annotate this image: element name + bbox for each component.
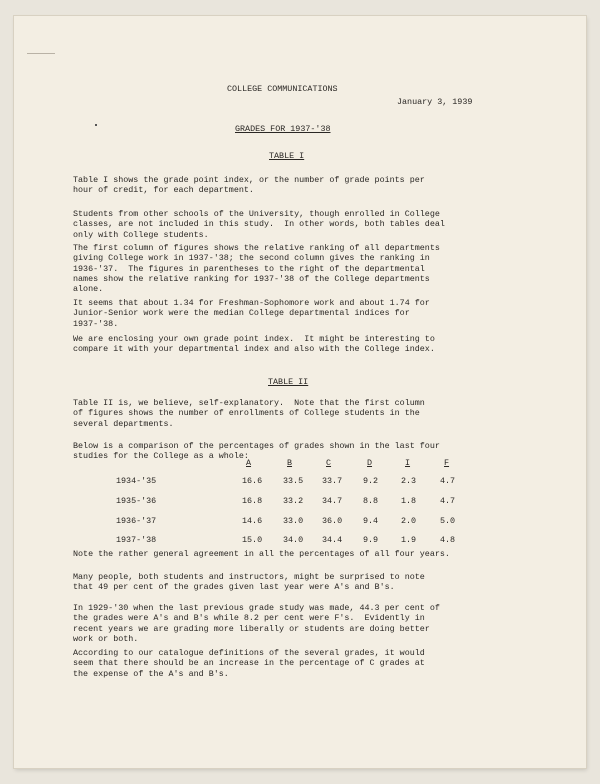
org-heading: COLLEGE COMMUNICATIONS bbox=[227, 84, 338, 94]
table-cell: 5.0 bbox=[440, 516, 456, 526]
paragraph bbox=[73, 175, 513, 196]
paragraph-line: alone. bbox=[73, 284, 104, 295]
paragraph-line: 1937-'38. bbox=[73, 318, 119, 329]
table-cell: 34.0 bbox=[283, 535, 304, 545]
paragraph-line: classes, are not included in this study. In other words, both tables deal bbox=[73, 219, 445, 230]
table-i-heading: TABLE I bbox=[269, 151, 305, 161]
paragraph bbox=[73, 398, 513, 429]
paragraph-line: several departments. bbox=[73, 418, 174, 429]
paragraph-line: only with College students. bbox=[73, 229, 209, 240]
table-cell: 33.2 bbox=[283, 496, 304, 506]
table-cell: 2.0 bbox=[401, 516, 417, 526]
paragraph bbox=[73, 603, 513, 644]
paragraph bbox=[73, 549, 513, 559]
paragraph bbox=[73, 209, 513, 240]
table-cell: 33.5 bbox=[283, 476, 304, 486]
table-cell: 34.7 bbox=[322, 496, 343, 506]
paragraph-line: In 1929-'30 when the last previous grade study was made, 44.3 per cent of bbox=[73, 603, 440, 613]
column-header: A bbox=[246, 458, 252, 468]
paragraph-line: names show the relative ranking for 1937-'38 of the College departments bbox=[73, 273, 430, 284]
paragraph-line: Note the rather general agreement in all the percentages of all four years. bbox=[73, 549, 450, 559]
column-header: F bbox=[444, 458, 450, 468]
letter-date: January 3, 1939 bbox=[397, 97, 473, 107]
table-cell: 33.7 bbox=[322, 476, 343, 486]
paragraph-line: studies for the College as a whole: bbox=[73, 451, 249, 462]
pencil-mark bbox=[27, 53, 55, 54]
row-year: 1936-'37 bbox=[116, 516, 157, 526]
paragraph-line: Below is a comparison of the percentages of grades shown in the last four bbox=[73, 441, 440, 451]
ink-dot bbox=[95, 124, 97, 126]
paragraph-line: Students from other schools of the University, though enrolled in College bbox=[73, 209, 440, 219]
table-cell: 4.7 bbox=[440, 476, 456, 486]
table-cell: 9.9 bbox=[363, 535, 379, 545]
paragraph-line: Many people, both students and instructors, might be surprised to note bbox=[73, 572, 425, 582]
table-cell: 16.6 bbox=[242, 476, 263, 486]
paragraph-line: The first column of figures shows the relative ranking of all departments bbox=[73, 243, 440, 253]
paragraph-line: compare it with your departmental index and also with the College index. bbox=[73, 344, 435, 355]
paragraph bbox=[73, 334, 513, 355]
paragraph bbox=[73, 298, 513, 329]
paragraph-line: that 49 per cent of the grades given last year were A's and B's. bbox=[73, 582, 395, 593]
paragraph-line: Table I shows the grade point index, or the number of grade points per bbox=[73, 175, 425, 185]
paragraph-line: seem that there should be an increase in the percentage of C grades at bbox=[73, 658, 425, 669]
table-cell: 33.0 bbox=[283, 516, 304, 526]
column-header: I bbox=[405, 458, 411, 468]
paragraph-line: giving College work in 1937-'38; the second column gives the ranking in bbox=[73, 253, 430, 264]
paragraph-line: recent years we are grading more liberally or students are doing better bbox=[73, 623, 430, 634]
paragraph-line: Table II is, we believe, self-explanatory. Note that the first column bbox=[73, 398, 425, 408]
column-header: B bbox=[287, 458, 293, 468]
table-cell: 34.4 bbox=[322, 535, 343, 545]
paragraph-line: According to our catalogue definitions of the several grades, it would bbox=[73, 648, 425, 658]
paragraph-line: hour of credit, for each department. bbox=[73, 185, 254, 196]
paragraph-line: work or both. bbox=[73, 633, 139, 644]
column-header: C bbox=[326, 458, 332, 468]
table-cell: 16.8 bbox=[242, 496, 263, 506]
paragraph-line: Junior-Senior work were the median College departmental indices for bbox=[73, 308, 410, 319]
table-cell: 14.6 bbox=[242, 516, 263, 526]
table-ii-heading: TABLE II bbox=[268, 377, 309, 387]
table-cell: 1.8 bbox=[401, 496, 417, 506]
row-year: 1937-'38 bbox=[116, 535, 157, 545]
row-year: 1934-'35 bbox=[116, 476, 157, 486]
paragraph-line: the expense of the A's and B's. bbox=[73, 668, 229, 679]
paragraph-line: It seems that about 1.34 for Freshman-Sophomore work and about 1.74 for bbox=[73, 298, 430, 308]
paragraph bbox=[73, 572, 513, 593]
paragraph bbox=[73, 648, 513, 679]
paragraph-line: We are enclosing your own grade point index. It might be interesting to bbox=[73, 334, 435, 344]
paragraph-line: of figures shows the number of enrollments of College students in the bbox=[73, 408, 420, 419]
paragraph-line: 1936-'37. The figures in parentheses to the right of the departmental bbox=[73, 263, 425, 274]
table-cell: 1.9 bbox=[401, 535, 417, 545]
table-cell: 9.2 bbox=[363, 476, 379, 486]
table-cell: 4.8 bbox=[440, 535, 456, 545]
paragraph-line: the grades were A's and B's while 8.2 per cent were F's. Evidently in bbox=[73, 613, 425, 624]
paragraph bbox=[73, 243, 513, 294]
document-title: GRADES FOR 1937-'38 bbox=[235, 124, 331, 134]
table-cell: 2.3 bbox=[401, 476, 417, 486]
table-cell: 4.7 bbox=[440, 496, 456, 506]
column-header: D bbox=[367, 458, 373, 468]
table-cell: 8.8 bbox=[363, 496, 379, 506]
table-cell: 36.0 bbox=[322, 516, 343, 526]
table-cell: 15.0 bbox=[242, 535, 263, 545]
row-year: 1935-'36 bbox=[116, 496, 157, 506]
table-cell: 9.4 bbox=[363, 516, 379, 526]
